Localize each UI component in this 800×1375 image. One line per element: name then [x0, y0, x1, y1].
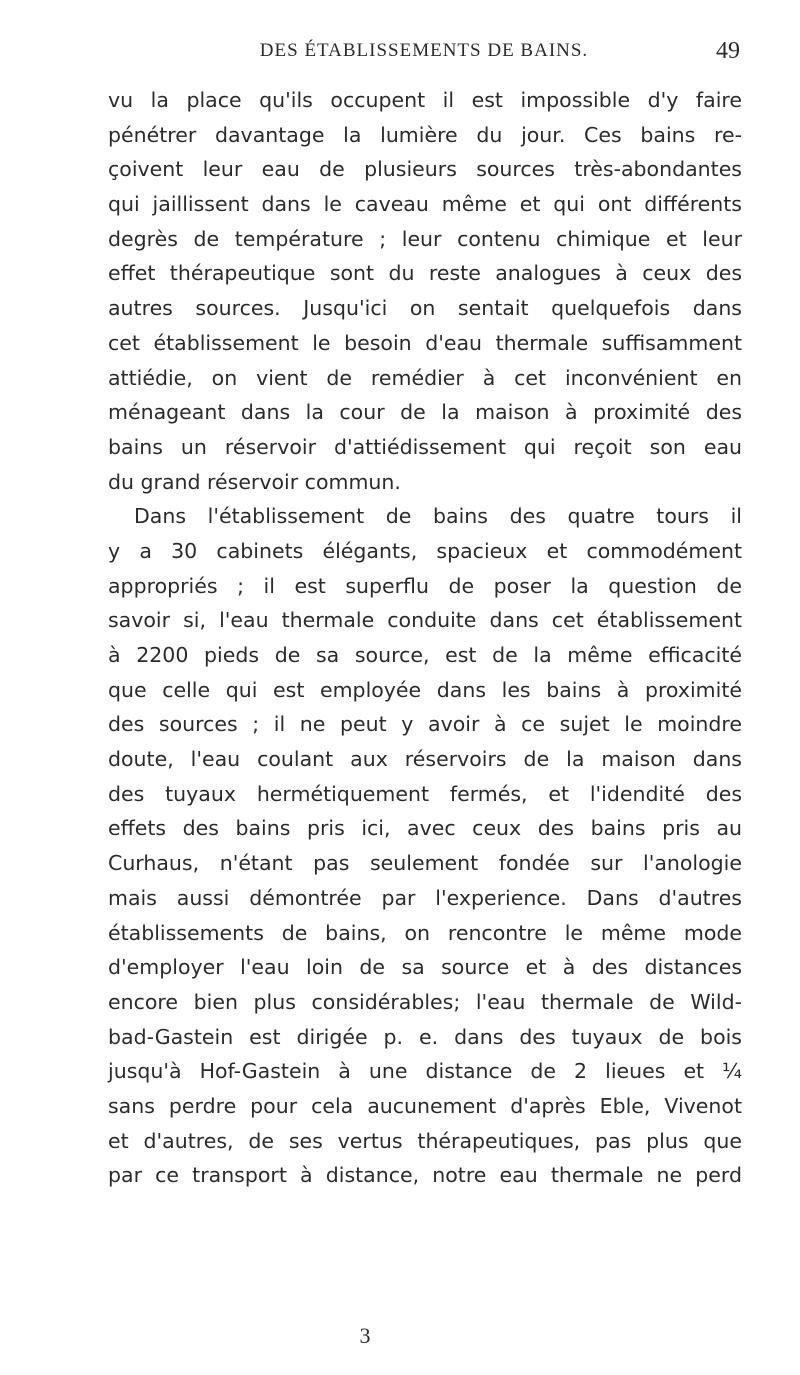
text-line: degrès de température ; leur contenu chimique et leur	[108, 226, 742, 251]
text-line: à 2200 pieds de sa source, est de la même efficacité	[108, 643, 742, 667]
text-line: établissements de bains, on rencontre le même mode	[108, 920, 742, 945]
paragraph-end-line: du grand réservoir commun.	[108, 469, 401, 494]
text-line: ménageant dans la cour de la maison à proximité des	[108, 400, 742, 425]
paragraph-start-line: Dans l'établissement de bains des quatre tours il	[134, 504, 742, 529]
text-line: y a 30 cabinets élégants, spacieux et commodément	[108, 538, 742, 563]
text-line: sans perdre pour cela aucunement d'après Eble, Vivenot	[108, 1093, 742, 1118]
text-line: bad-Gastein est dirigée p. e. dans des tuyaux de bois	[108, 1024, 742, 1049]
text-line: effet thérapeutique sont du reste analogues à ceux des	[108, 261, 742, 286]
text-line: effets des bains pris ici, avec ceux des bains pris au	[108, 816, 742, 841]
text-line: des tuyaux hermétiquement fermés, et l'idendité des	[108, 781, 742, 806]
text-line: et d'autres, de ses vertus thérapeutiques, pas plus que	[108, 1128, 742, 1153]
text-line: appropriés ; il est superflu de poser la question de	[108, 573, 742, 598]
text-line: mais aussi démontrée par l'experience. Dans d'autres	[108, 885, 742, 910]
text-line: çoivent leur eau de plusieurs sources très-abondantes	[108, 157, 742, 182]
text-line: qui jaillissent dans le caveau même et qui ont différents	[108, 192, 742, 217]
text-line: bains un réservoir d'attiédissement qui reçoit son eau	[108, 434, 742, 459]
text-line: par ce transport à distance, notre eau thermale ne perd	[108, 1163, 742, 1188]
text-line: pénétrer davantage la lumière du jour. Ces bains re-	[108, 122, 742, 147]
text-line: des sources ; il ne peut y avoir à ce sujet le moindre	[108, 712, 742, 737]
text-line: autres sources. Jusqu'ici on sentait quelquefois dans	[108, 296, 742, 321]
running-head	[108, 40, 740, 70]
text-line: encore bien plus considérables; l'eau thermale de Wild-	[108, 989, 742, 1014]
text-line: doute, l'eau coulant aux réservoirs de la maison dans	[108, 747, 742, 772]
body-text	[108, 83, 742, 1193]
text-line: vu la place qu'ils occupent il est impossible d'y faire	[108, 88, 742, 112]
text-line: jusqu'à Hof-Gastein à une distance de 2 lieues et ¼	[108, 1059, 742, 1084]
text-line: cet établissement le besoin d'eau thermale suffisamment	[108, 330, 742, 355]
text-line: d'employer l'eau loin de sa source et à des distances	[108, 955, 742, 980]
text-line: attiédie, on vient de remédier à cet inconvénient en	[108, 365, 742, 390]
running-title: DES ÉTABLISSEMENTS DE BAINS.	[259, 40, 589, 61]
text-line: Curhaus, n'étant pas seulement fondée sur l'anologie	[108, 851, 742, 876]
text-line: que celle qui est employée dans les bains à proximité	[108, 677, 742, 702]
page-number: 49	[716, 38, 740, 64]
text-line: savoir si, l'eau thermale conduite dans cet établissement	[108, 608, 742, 633]
signature-mark: 3	[359, 1323, 371, 1348]
